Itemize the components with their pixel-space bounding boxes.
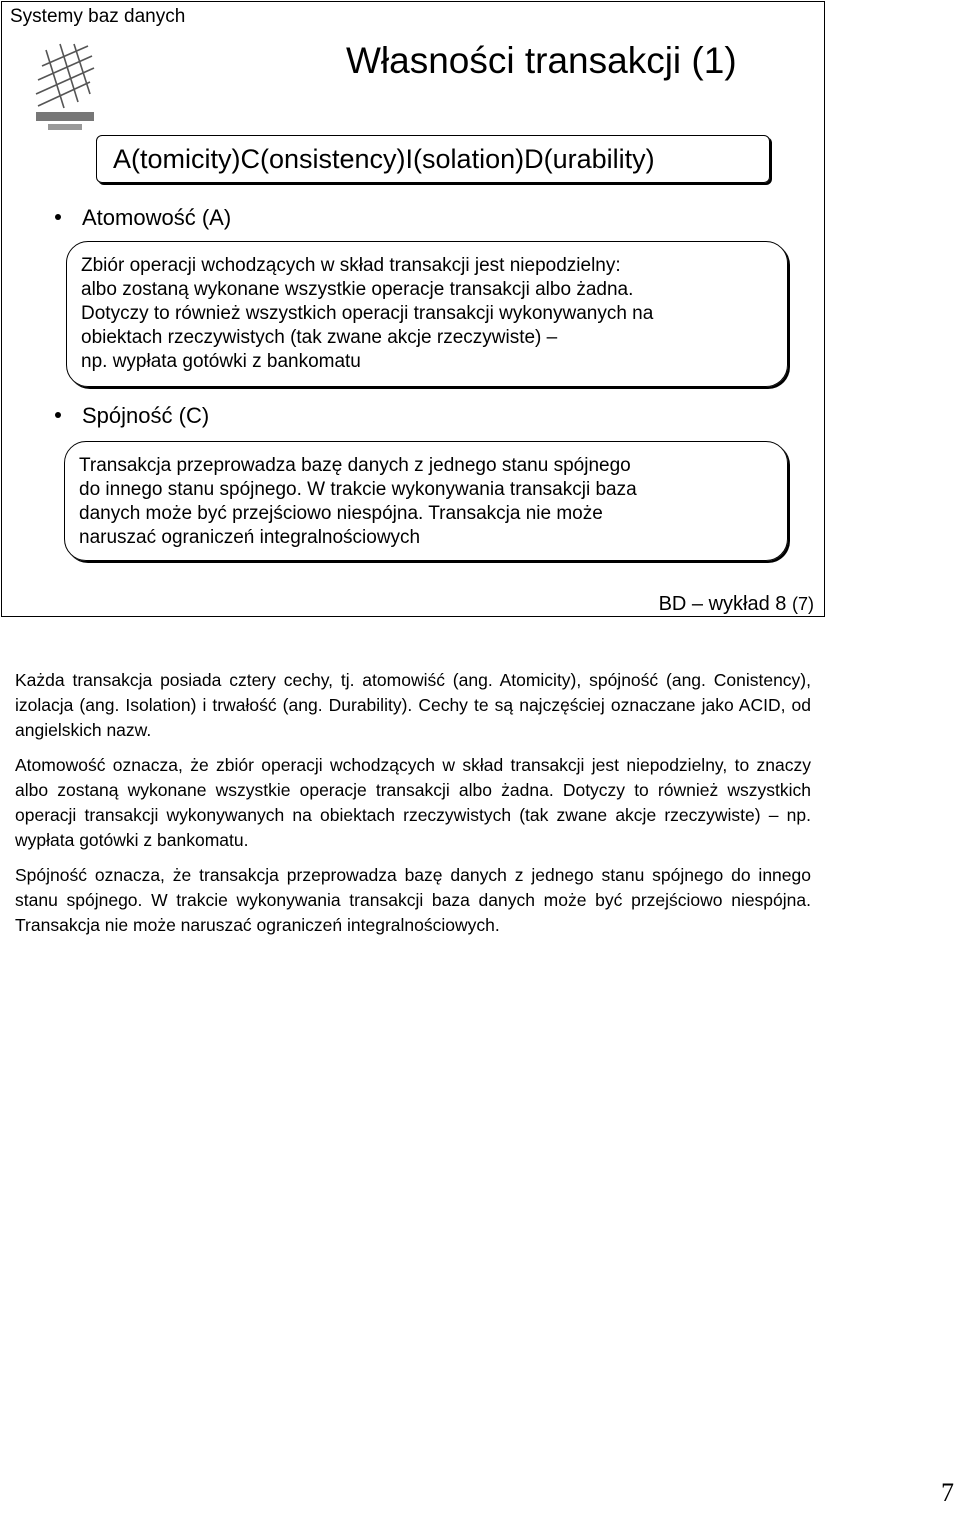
page-number: 7: [941, 1478, 954, 1507]
slide-title: Własności transakcji (1): [346, 40, 737, 81]
definition-line: albo zostaną wykonane wszystkie operacje transakcji albo żadna.: [81, 279, 634, 300]
definition-line: Transakcja przeprowadza bazę danych z jednego stanu spójnego: [79, 455, 631, 476]
university-logo: [28, 36, 102, 132]
acid-heading: A(tomicity)C(onsistency)I(solation)D(urability): [96, 135, 770, 183]
definition-line: danych może być przejściowo niespójna. Transakcja nie może: [79, 503, 603, 524]
notes-paragraph: Atomowość oznacza, że zbiór operacji wchodzących w skład transakcji jest niepodzielny, to znaczy albo zostaną wykonane wszystkie operacje transakcji albo żadna. Dotyczy to również wszystkich operacji transakcji wykonywanych na obiektach rzeczywistych (tak zwane akcje rzeczywiste) – np. wypłata gotówki z bankomatu.: [15, 755, 811, 850]
slide-footer: [659, 592, 814, 616]
notes-paragraph: Każda transakcja posiada cztery cechy, tj. atomowiść (ang. Atomicity), spójność (ang. Conistency), izolacja (ang. Isolation) i trwałość (ang. Durability). Cechy te są najczęściej oznaczane jako ACID, od angielskich nazw.: [15, 670, 811, 740]
definition-line: Zbiór operacji wchodzących w skład transakcji jest niepodzielny:: [81, 255, 621, 276]
definition-line: Dotyczy to również wszystkich operacji transakcji wykonywanych na: [81, 303, 654, 324]
notes-paragraph: Spójność oznacza, że transakcja przeprowadza bazę danych z jednego stanu spójnego do innego stanu spójnego. W trakcie wykonywania transakcji baza danych może być przejściowo niespójna. Transakcja nie może naruszać ograniczeń integralnościowych.: [15, 865, 811, 935]
definition-line: naruszać ograniczeń integralnościowych: [79, 527, 421, 548]
definition-line: obiektach rzeczywistych (tak zwane akcje rzeczywiste) –: [81, 327, 558, 348]
section-heading-consistency: Spójność (C): [82, 403, 210, 428]
definition-line: np. wypłata gotówki z bankomatu: [81, 351, 361, 372]
lecture-notes: [15, 668, 811, 948]
atomicity-definition: [66, 241, 788, 387]
consistency-definition: [64, 441, 788, 561]
course-title: Systemy baz danych: [10, 6, 186, 27]
slide-number: (7): [792, 594, 814, 614]
lecture-label: BD – wykład 8: [658, 593, 787, 615]
section-heading-atomicity: Atomowość (A): [82, 205, 232, 230]
bullet-dot: [55, 412, 61, 418]
definition-line: do innego stanu spójnego. W trakcie wykonywania transakcji baza: [79, 479, 637, 500]
slide: [1, 1, 825, 617]
bullet-dot: [55, 214, 61, 220]
